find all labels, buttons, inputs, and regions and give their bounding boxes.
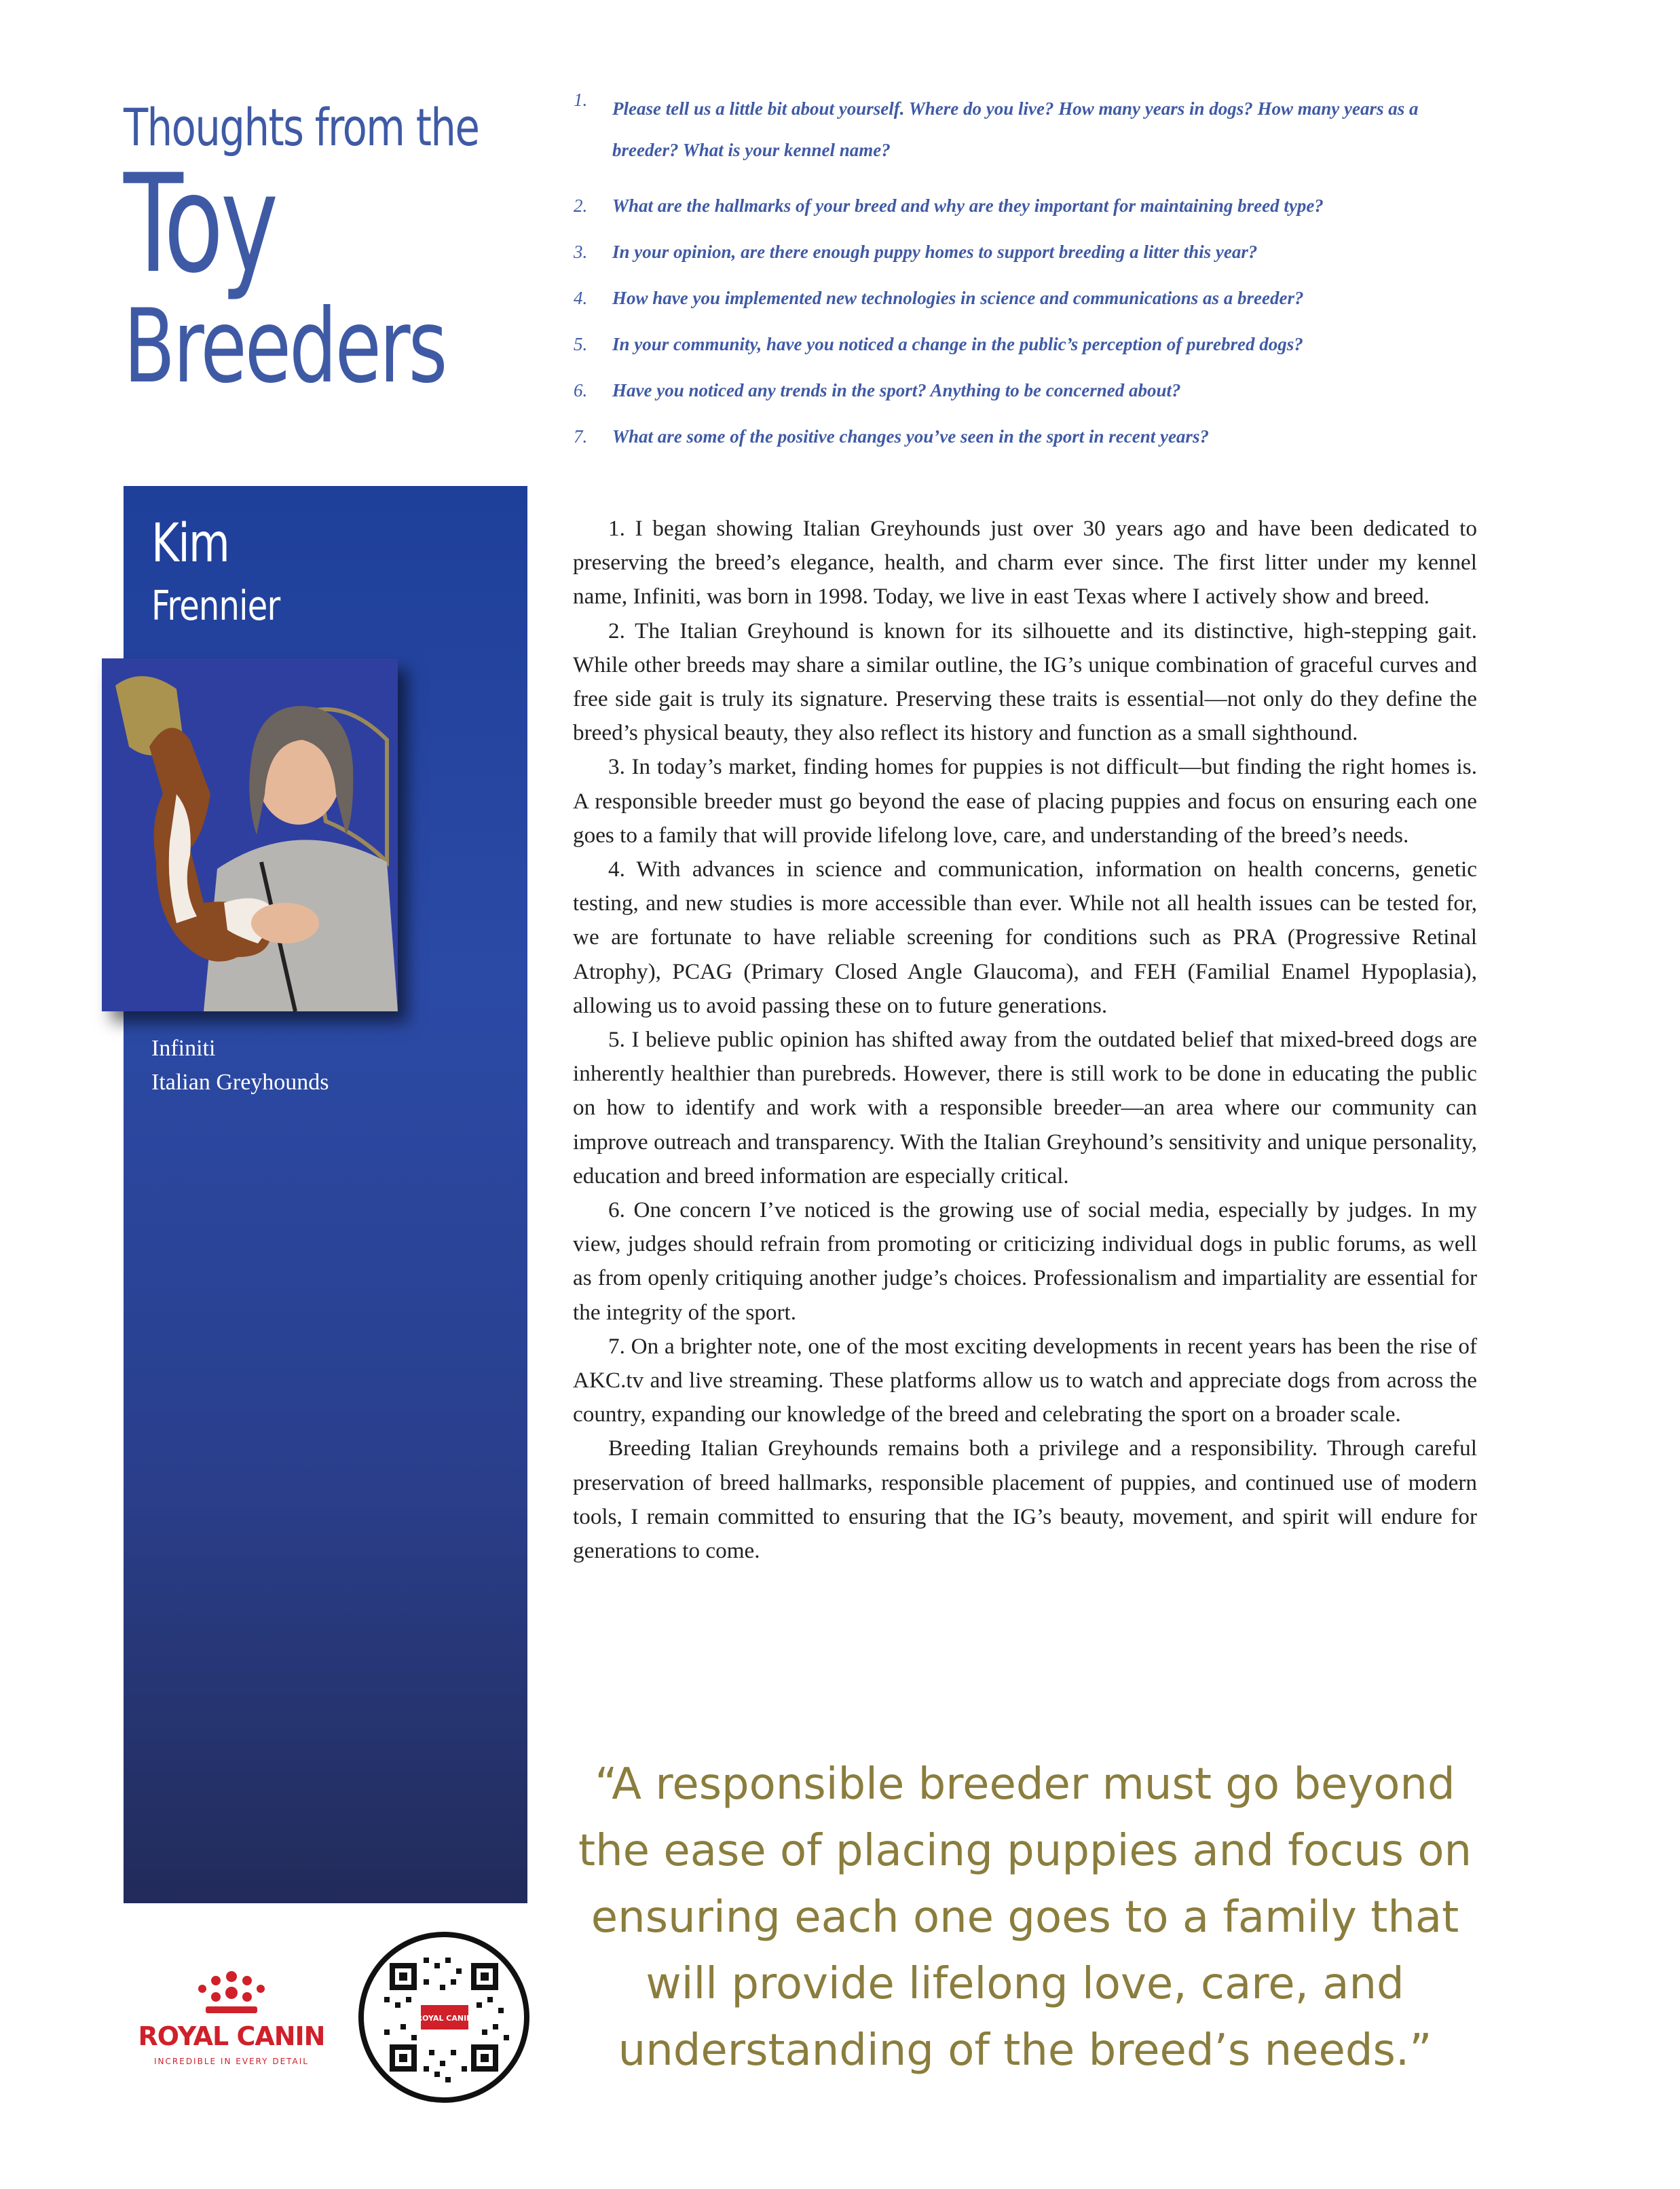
title-line-1: Thoughts from the (124, 97, 479, 157)
royal-canin-wordmark: ROYAL CANIN (138, 2021, 325, 2051)
title-line-2: Toy (124, 145, 276, 303)
question-item: 2. What are the hallmarks of your breed and why are they important for maintaining breed type? (574, 195, 1324, 216)
pull-quote: “A responsible breeder must go beyond the ease of placing puppies and focus on ensuring each one goes to a family that will provide lifelong love, care, and understanding of the breed’s needs.” (578, 1759, 1472, 2076)
answer-paragraph: 3. In today’s market, finding homes for puppies is not difficult—but finding the right homes is. A responsible breeder must go beyond the ease of placing puppies and focus on ensuring each one goes to a family that will provide lifelong love, care, and understanding of the breed’s needs. (573, 754, 1477, 848)
breeder-photo (102, 658, 398, 1011)
answer-paragraph: 1. I began showing Italian Greyhounds just over 30 years ago and have been dedicated to preserving the breed’s elegance, health, and charm ever since. The first litter under my kennel name, Infiniti, was born in 1998. Today, we live in east Texas where I actively show and breed. (573, 516, 1477, 610)
title-line-3: Breeders (124, 288, 446, 406)
answer-paragraph: 6. One concern I’ve noticed is the growing use of social media, especially by judges. In my view, judges should refrain from promoting or criticizing individual dogs in public forums, as well as from openly critiquing another judge’s choices. Professionalism and impartiality are essential for the integrity of the sport. (573, 1197, 1477, 1325)
kennel-name-line-1: Infiniti (151, 1036, 216, 1061)
qr-code[interactable] (358, 1932, 529, 2103)
kennel-name-line-2: Italian Greyhounds (151, 1070, 329, 1095)
answer-paragraph: 5. I believe public opinion has shifted away from the outdated belief that mixed-breed dogs are inherently healthier than purebreds. However, there is still work to be done in educating the public on how to identify and work with a responsible breeder—an area where our community can improve outreach and transparency. With the Italian Greyhound’s sensitivity and unique personality, education and breed information are especially critical. (573, 1027, 1477, 1189)
answer-paragraph: 7. On a brighter note, one of the most exciting developments in recent years has been the rise of AKC.tv and live streaming. These platforms allow us to watch and appreciate dogs from across the country, expanding our knowledge of the breed and celebrating the sport on a broader scale. (573, 1333, 1477, 1427)
question-item: 7. What are some of the positive changes you’ve seen in the sport in recent years? (574, 426, 1209, 447)
breeder-last-name: Frennier (151, 582, 280, 630)
breeder-first-name: Kim (151, 513, 229, 574)
kennel-name (151, 1032, 329, 1100)
page-title (124, 95, 531, 405)
answer-paragraph: Breeding Italian Greyhounds remains both a privilege and a responsibility. Through careful preservation of breed hallmarks, responsible placement of puppies, and continued use of modern tools, I remain committed to ensuring that the IG’s beauty, movement, and spirit will endure for generations to come. (573, 1436, 1477, 1564)
question-item: 4. How have you implemented new technologies in science and communications as a breeder? (574, 288, 1304, 308)
qr-label: ROYAL CANIN (416, 2014, 473, 2023)
royal-canin-logo (119, 1968, 343, 2066)
question-list (574, 90, 1476, 471)
question-item: 6. Have you noticed any trends in the sport? Anything to be concerned about? (574, 380, 1181, 400)
question-item: 5. In your community, have you noticed a change in the public’s perception of purebred dogs? (574, 334, 1303, 354)
question-item: 3. In your opinion, are there enough puppy homes to support breeding a litter this year? (574, 242, 1258, 262)
crown-icon (189, 1968, 274, 2016)
question-item: 1. Please tell us a little bit about yourself. Where do you live? How many years in dogs? How many years as a breeder? What is your kennel name? (574, 90, 1419, 160)
answer-paragraph: 2. The Italian Greyhound is known for its silhouette and its distinctive, high-stepping gait. While other breeds may share a similar outline, the IG’s unique combination of graceful curves and free side gait is truly its signature. Preserving these traits is essential—not only do they define the breed’s physical beauty, they also reflect its history and function as a small sighthound. (573, 618, 1477, 746)
qr-code-icon (364, 1937, 524, 2097)
royal-canin-tagline: INCREDIBLE IN EVERY DETAIL (154, 2057, 309, 2066)
answers-body (573, 512, 1477, 1568)
answer-paragraph: 4. With advances in science and communication, information on health concerns, genetic testing, and new studies is more accessible than ever. While not all health issues can be tested for, we are fortunate to have reliable screening for conditions such as PRA (Progressive Retinal Atrophy), PCAG (Primary Closed Angle Glaucoma), and FEH (Familial Enamel Hypoplasia), allowing us to avoid passing these on to future generations. (573, 857, 1477, 1018)
breeder-with-dog-image (102, 658, 398, 1011)
